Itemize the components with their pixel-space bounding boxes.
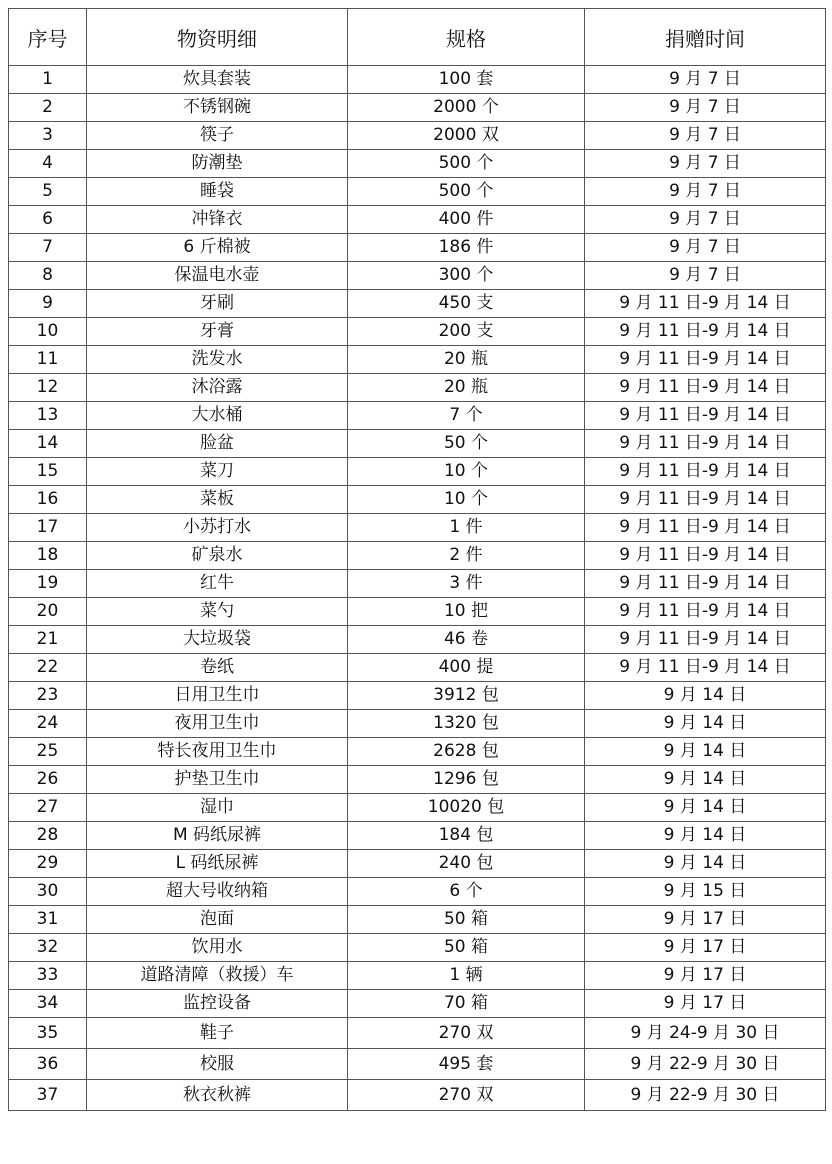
table-row: [9, 290, 826, 318]
cell-date: 9 月 11 日-9 月 14 日: [585, 570, 826, 598]
cell-spec: 500 个: [348, 178, 585, 206]
cell-date: 9 月 14 日: [585, 710, 826, 738]
cell-item: 秋衣秋裤: [87, 1080, 348, 1111]
table-row: [9, 122, 826, 150]
cell-index: 35: [9, 1018, 87, 1049]
header-item: 物资明细: [87, 9, 348, 66]
table-row: [9, 822, 826, 850]
cell-item: 鞋子: [87, 1018, 348, 1049]
cell-item: 筷子: [87, 122, 348, 150]
cell-spec: 20 瓶: [348, 374, 585, 402]
cell-date: 9 月 11 日-9 月 14 日: [585, 458, 826, 486]
cell-item: 日用卫生巾: [87, 682, 348, 710]
cell-spec: 270 双: [348, 1080, 585, 1111]
cell-date: 9 月 7 日: [585, 150, 826, 178]
cell-date: 9 月 14 日: [585, 682, 826, 710]
cell-item: 炊具套装: [87, 66, 348, 94]
table-row: [9, 654, 826, 682]
cell-index: 29: [9, 850, 87, 878]
cell-spec: 495 套: [348, 1049, 585, 1080]
cell-item: 菜板: [87, 486, 348, 514]
table-row: [9, 430, 826, 458]
cell-item: 小苏打水: [87, 514, 348, 542]
cell-index: 32: [9, 934, 87, 962]
cell-spec: 50 箱: [348, 934, 585, 962]
cell-spec: 200 支: [348, 318, 585, 346]
cell-date: 9 月 11 日-9 月 14 日: [585, 626, 826, 654]
header-index: 序号: [9, 9, 87, 66]
cell-spec: 270 双: [348, 1018, 585, 1049]
cell-date: 9 月 24-9 月 30 日: [585, 1018, 826, 1049]
cell-spec: 2000 双: [348, 122, 585, 150]
table-row: [9, 626, 826, 654]
cell-date: 9 月 15 日: [585, 878, 826, 906]
cell-spec: 6 个: [348, 878, 585, 906]
cell-spec: 3 件: [348, 570, 585, 598]
table-row: [9, 94, 826, 122]
cell-spec: 50 个: [348, 430, 585, 458]
cell-date: 9 月 14 日: [585, 794, 826, 822]
cell-item: 洗发水: [87, 346, 348, 374]
cell-item: 泡面: [87, 906, 348, 934]
cell-index: 20: [9, 598, 87, 626]
cell-index: 8: [9, 262, 87, 290]
table-row: [9, 178, 826, 206]
table-row: [9, 990, 826, 1018]
header-spec: 规格: [348, 9, 585, 66]
cell-item: 牙膏: [87, 318, 348, 346]
cell-date: 9 月 7 日: [585, 66, 826, 94]
cell-item: 监控设备: [87, 990, 348, 1018]
cell-date: 9 月 7 日: [585, 262, 826, 290]
table-header-row: [9, 9, 826, 66]
cell-date: 9 月 14 日: [585, 738, 826, 766]
cell-date: 9 月 7 日: [585, 94, 826, 122]
cell-spec: 10 把: [348, 598, 585, 626]
table-row: [9, 486, 826, 514]
cell-date: 9 月 7 日: [585, 122, 826, 150]
cell-date: 9 月 14 日: [585, 822, 826, 850]
cell-index: 37: [9, 1080, 87, 1111]
cell-index: 30: [9, 878, 87, 906]
cell-date: 9 月 22-9 月 30 日: [585, 1049, 826, 1080]
table-row: [9, 794, 826, 822]
cell-index: 2: [9, 94, 87, 122]
cell-item: 大水桶: [87, 402, 348, 430]
cell-index: 15: [9, 458, 87, 486]
cell-spec: 186 件: [348, 234, 585, 262]
table-row: [9, 962, 826, 990]
table-row: [9, 710, 826, 738]
cell-index: 4: [9, 150, 87, 178]
cell-item: 超大号收纳箱: [87, 878, 348, 906]
table-row: [9, 766, 826, 794]
cell-date: 9 月 11 日-9 月 14 日: [585, 598, 826, 626]
cell-item: 红牛: [87, 570, 348, 598]
cell-index: 10: [9, 318, 87, 346]
header-date: 捐赠时间: [585, 9, 826, 66]
cell-item: 牙刷: [87, 290, 348, 318]
cell-item: 菜刀: [87, 458, 348, 486]
cell-spec: 20 瓶: [348, 346, 585, 374]
table-row: [9, 850, 826, 878]
cell-date: 9 月 7 日: [585, 178, 826, 206]
cell-date: 9 月 11 日-9 月 14 日: [585, 374, 826, 402]
cell-index: 19: [9, 570, 87, 598]
cell-item: 睡袋: [87, 178, 348, 206]
cell-date: 9 月 11 日-9 月 14 日: [585, 542, 826, 570]
cell-spec: 3912 包: [348, 682, 585, 710]
cell-spec: 46 卷: [348, 626, 585, 654]
cell-item: 饮用水: [87, 934, 348, 962]
table-row: [9, 906, 826, 934]
cell-index: 23: [9, 682, 87, 710]
cell-date: 9 月 7 日: [585, 234, 826, 262]
table-row: [9, 150, 826, 178]
cell-date: 9 月 17 日: [585, 990, 826, 1018]
cell-spec: 50 箱: [348, 906, 585, 934]
cell-index: 5: [9, 178, 87, 206]
table-row: [9, 934, 826, 962]
cell-item: 不锈钢碗: [87, 94, 348, 122]
cell-spec: 400 提: [348, 654, 585, 682]
cell-spec: 10020 包: [348, 794, 585, 822]
cell-spec: 300 个: [348, 262, 585, 290]
cell-item: 特长夜用卫生巾: [87, 738, 348, 766]
cell-item: 卷纸: [87, 654, 348, 682]
cell-date: 9 月 11 日-9 月 14 日: [585, 402, 826, 430]
cell-item: 保温电水壶: [87, 262, 348, 290]
table-row: [9, 514, 826, 542]
cell-index: 26: [9, 766, 87, 794]
cell-index: 16: [9, 486, 87, 514]
cell-spec: 500 个: [348, 150, 585, 178]
cell-item: 防潮垫: [87, 150, 348, 178]
cell-index: 33: [9, 962, 87, 990]
cell-index: 21: [9, 626, 87, 654]
cell-date: 9 月 11 日-9 月 14 日: [585, 430, 826, 458]
table-row: [9, 1049, 826, 1080]
cell-spec: 100 套: [348, 66, 585, 94]
cell-index: 27: [9, 794, 87, 822]
cell-date: 9 月 7 日: [585, 206, 826, 234]
table-row: [9, 458, 826, 486]
cell-date: 9 月 11 日-9 月 14 日: [585, 486, 826, 514]
cell-spec: 2628 包: [348, 738, 585, 766]
cell-item: 湿巾: [87, 794, 348, 822]
cell-date: 9 月 11 日-9 月 14 日: [585, 514, 826, 542]
cell-index: 6: [9, 206, 87, 234]
cell-item: 矿泉水: [87, 542, 348, 570]
table-row: [9, 1080, 826, 1111]
cell-date: 9 月 14 日: [585, 850, 826, 878]
cell-spec: 400 件: [348, 206, 585, 234]
cell-spec: 1296 包: [348, 766, 585, 794]
table-row: [9, 542, 826, 570]
cell-index: 14: [9, 430, 87, 458]
cell-date: 9 月 11 日-9 月 14 日: [585, 318, 826, 346]
cell-spec: 10 个: [348, 458, 585, 486]
cell-date: 9 月 17 日: [585, 962, 826, 990]
cell-index: 22: [9, 654, 87, 682]
table-row: [9, 206, 826, 234]
cell-item: M 码纸尿裤: [87, 822, 348, 850]
cell-spec: 1 件: [348, 514, 585, 542]
cell-item: 护垫卫生巾: [87, 766, 348, 794]
cell-spec: 240 包: [348, 850, 585, 878]
table-row: [9, 598, 826, 626]
table-body: [9, 66, 826, 1111]
table-row: [9, 682, 826, 710]
cell-index: 13: [9, 402, 87, 430]
cell-index: 28: [9, 822, 87, 850]
table-row: [9, 66, 826, 94]
cell-item: 大垃圾袋: [87, 626, 348, 654]
table-row: [9, 374, 826, 402]
cell-index: 25: [9, 738, 87, 766]
cell-index: 34: [9, 990, 87, 1018]
cell-spec: 10 个: [348, 486, 585, 514]
cell-spec: 2000 个: [348, 94, 585, 122]
cell-date: 9 月 11 日-9 月 14 日: [585, 290, 826, 318]
cell-index: 3: [9, 122, 87, 150]
cell-index: 7: [9, 234, 87, 262]
cell-item: 脸盆: [87, 430, 348, 458]
table-row: [9, 1018, 826, 1049]
cell-item: 道路清障（救援）车: [87, 962, 348, 990]
cell-index: 1: [9, 66, 87, 94]
cell-index: 17: [9, 514, 87, 542]
table-row: [9, 234, 826, 262]
cell-date: 9 月 17 日: [585, 906, 826, 934]
cell-spec: 7 个: [348, 402, 585, 430]
table-row: [9, 262, 826, 290]
cell-date: 9 月 11 日-9 月 14 日: [585, 346, 826, 374]
donation-table: [8, 8, 826, 1111]
cell-index: 11: [9, 346, 87, 374]
cell-spec: 1 辆: [348, 962, 585, 990]
cell-date: 9 月 14 日: [585, 766, 826, 794]
cell-date: 9 月 11 日-9 月 14 日: [585, 654, 826, 682]
cell-spec: 2 件: [348, 542, 585, 570]
cell-spec: 70 箱: [348, 990, 585, 1018]
cell-item: 沐浴露: [87, 374, 348, 402]
cell-index: 31: [9, 906, 87, 934]
cell-index: 9: [9, 290, 87, 318]
table-row: [9, 570, 826, 598]
table-row: [9, 878, 826, 906]
cell-date: 9 月 22-9 月 30 日: [585, 1080, 826, 1111]
cell-index: 18: [9, 542, 87, 570]
cell-spec: 450 支: [348, 290, 585, 318]
cell-item: 夜用卫生巾: [87, 710, 348, 738]
cell-spec: 1320 包: [348, 710, 585, 738]
table-row: [9, 318, 826, 346]
table-row: [9, 738, 826, 766]
cell-item: L 码纸尿裤: [87, 850, 348, 878]
cell-index: 12: [9, 374, 87, 402]
cell-item: 冲锋衣: [87, 206, 348, 234]
cell-item: 6 斤棉被: [87, 234, 348, 262]
table-row: [9, 402, 826, 430]
table-row: [9, 346, 826, 374]
cell-index: 36: [9, 1049, 87, 1080]
cell-index: 24: [9, 710, 87, 738]
cell-date: 9 月 17 日: [585, 934, 826, 962]
cell-item: 菜勺: [87, 598, 348, 626]
cell-spec: 184 包: [348, 822, 585, 850]
cell-item: 校服: [87, 1049, 348, 1080]
